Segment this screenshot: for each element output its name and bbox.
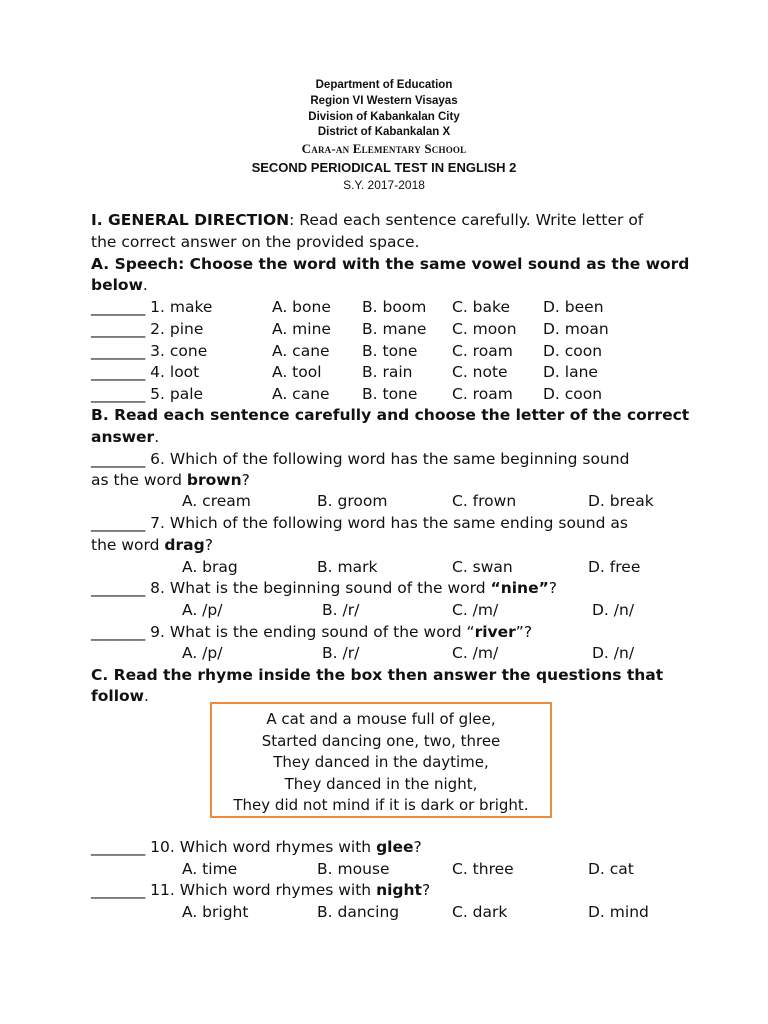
choice-c: C. bake <box>452 298 510 316</box>
question-7: _______ 7. Which of the following word has the same ending sound as <box>91 514 628 532</box>
choice-a: A. bone <box>272 298 331 316</box>
header-school: Cara-an Elementary School <box>301 141 467 156</box>
choice-b: B. /r/ <box>322 644 360 662</box>
choice-b: B. mouse <box>317 860 390 878</box>
question-11-pre: _______ 11. Which word rhymes with <box>91 881 377 899</box>
choice-b: B. tone <box>362 342 418 360</box>
general-direction-cont: the correct answer on the provided space. <box>91 233 420 251</box>
question-11 <box>91 880 430 901</box>
rhyme-line: Started dancing one, two, three <box>261 731 501 750</box>
question-8-pre: _______ 8. What is the beginning sound of the word <box>91 579 491 597</box>
section-c-heading-word: follow <box>91 687 144 705</box>
choice-d: D. /n/ <box>592 644 635 662</box>
choice-c: C. /m/ <box>452 644 499 662</box>
header-test-title: SECOND PERIODICAL TEST IN ENGLISH 2 <box>251 160 517 175</box>
section-a-heading: A. Speech: Choose the word with the same vowel sound as the word <box>91 255 690 273</box>
choice-a: A. cream <box>182 492 251 510</box>
choice-c: C. /m/ <box>452 601 499 619</box>
choice-c: C. roam <box>452 342 513 360</box>
choice-a: A. /p/ <box>182 601 223 619</box>
header-region: Region VI Western Visayas <box>310 95 458 107</box>
general-direction-text: : Read each sentence carefully. Write letter of <box>289 211 644 229</box>
choice-d: D. cat <box>588 860 634 878</box>
question-6-cont <box>91 470 250 491</box>
section-a-heading-cont: below. <box>91 276 148 294</box>
question-text: _______ 5. pale <box>91 385 204 403</box>
question-10 <box>91 837 422 858</box>
question-9-post: ”? <box>515 623 533 641</box>
question-10-pre: _______ 10. Which word rhymes with <box>91 838 377 856</box>
question-10-keyword: glee <box>376 838 414 856</box>
choice-c: C. swan <box>452 558 513 576</box>
question-7-pre: the word <box>91 536 165 554</box>
question-7-keyword: drag <box>164 536 205 554</box>
choice-c: C. roam <box>452 385 513 403</box>
choice-d: D. break <box>588 492 654 510</box>
question-7-post: ? <box>204 536 213 554</box>
question-text: _______ 3. cone <box>91 342 208 360</box>
choice-d: D. been <box>543 298 604 316</box>
choice-c: C. three <box>452 860 514 878</box>
general-direction <box>91 210 643 231</box>
header-division: Division of Kabankalan City <box>308 111 460 123</box>
question-11-keyword: night <box>376 881 422 899</box>
general-direction-label: I. GENERAL DIRECTION <box>91 211 290 229</box>
question-9-keyword: river <box>474 623 516 641</box>
choice-b: B. mark <box>317 558 378 576</box>
section-c-heading-cont: follow. <box>91 687 149 705</box>
question-6-keyword: brown <box>186 471 242 489</box>
choice-c: C. note <box>452 363 508 381</box>
choice-b: B. /r/ <box>322 601 360 619</box>
choice-b: B. dancing <box>317 903 400 921</box>
section-c-heading: C. Read the rhyme inside the box then answer the questions that <box>91 666 664 684</box>
header-school-year: S.Y. 2017-2018 <box>343 178 425 192</box>
choice-c: C. moon <box>452 320 517 338</box>
rhyme-line: They danced in the night, <box>284 774 478 793</box>
question-8-post: ? <box>548 579 558 597</box>
choice-a: A. brag <box>182 558 238 576</box>
choice-a: A. cane <box>272 385 330 403</box>
choice-d: D. /n/ <box>592 601 635 619</box>
question-text: _______ 4. loot <box>91 363 200 381</box>
choice-d: D. coon <box>543 385 603 403</box>
question-6: _______ 6. Which of the following word has the same beginning sound <box>91 450 630 468</box>
choice-a: A. tool <box>272 363 322 381</box>
question-8 <box>91 578 557 599</box>
question-10-post: ? <box>413 838 422 856</box>
choice-b: B. mane <box>362 320 427 338</box>
section-a-heading-word: below <box>91 276 143 294</box>
header-district: District of Kabankalan X <box>317 126 451 138</box>
question-6-post: ? <box>241 471 250 489</box>
choice-c: C. dark <box>452 903 508 921</box>
choice-d: D. mind <box>588 903 649 921</box>
choice-a: A. time <box>182 860 238 878</box>
choice-d: D. coon <box>543 342 603 360</box>
choice-b: B. rain <box>362 363 413 381</box>
question-text: _______ 1. make <box>91 298 213 316</box>
choice-d: D. free <box>588 558 641 576</box>
choice-d: D. moan <box>543 320 609 338</box>
choice-a: A. mine <box>272 320 331 338</box>
question-8-keyword: “nine” <box>490 579 549 597</box>
choice-d: D. lane <box>543 363 598 381</box>
question-text: _______ 2. pine <box>91 320 204 338</box>
rhyme-line: A cat and a mouse full of glee, <box>266 710 496 728</box>
question-7-cont <box>91 535 213 556</box>
question-6-pre: as the word <box>91 471 187 489</box>
rhyme-box <box>210 702 552 818</box>
choice-b: B. groom <box>317 492 388 510</box>
question-9 <box>91 622 532 643</box>
choice-a: A. cane <box>272 342 330 360</box>
section-b-heading-cont: answer. <box>91 428 160 446</box>
choice-a: A. /p/ <box>182 644 223 662</box>
section-b-heading-word: answer <box>91 428 155 446</box>
section-b-heading: B. Read each sentence carefully and choose the letter of the correct <box>91 406 690 424</box>
question-11-post: ? <box>421 881 431 899</box>
rhyme-line: They did not mind if it is dark or bright. <box>233 796 529 814</box>
choice-b: B. boom <box>362 298 427 316</box>
rhyme-line: They danced in the daytime, <box>273 753 489 771</box>
choice-c: C. frown <box>452 492 517 510</box>
header-department: Department of Education <box>315 79 453 91</box>
question-9-pre: _______ 9. What is the ending sound of the word “ <box>91 623 475 641</box>
choice-a: A. bright <box>182 903 249 921</box>
choice-b: B. tone <box>362 385 418 403</box>
